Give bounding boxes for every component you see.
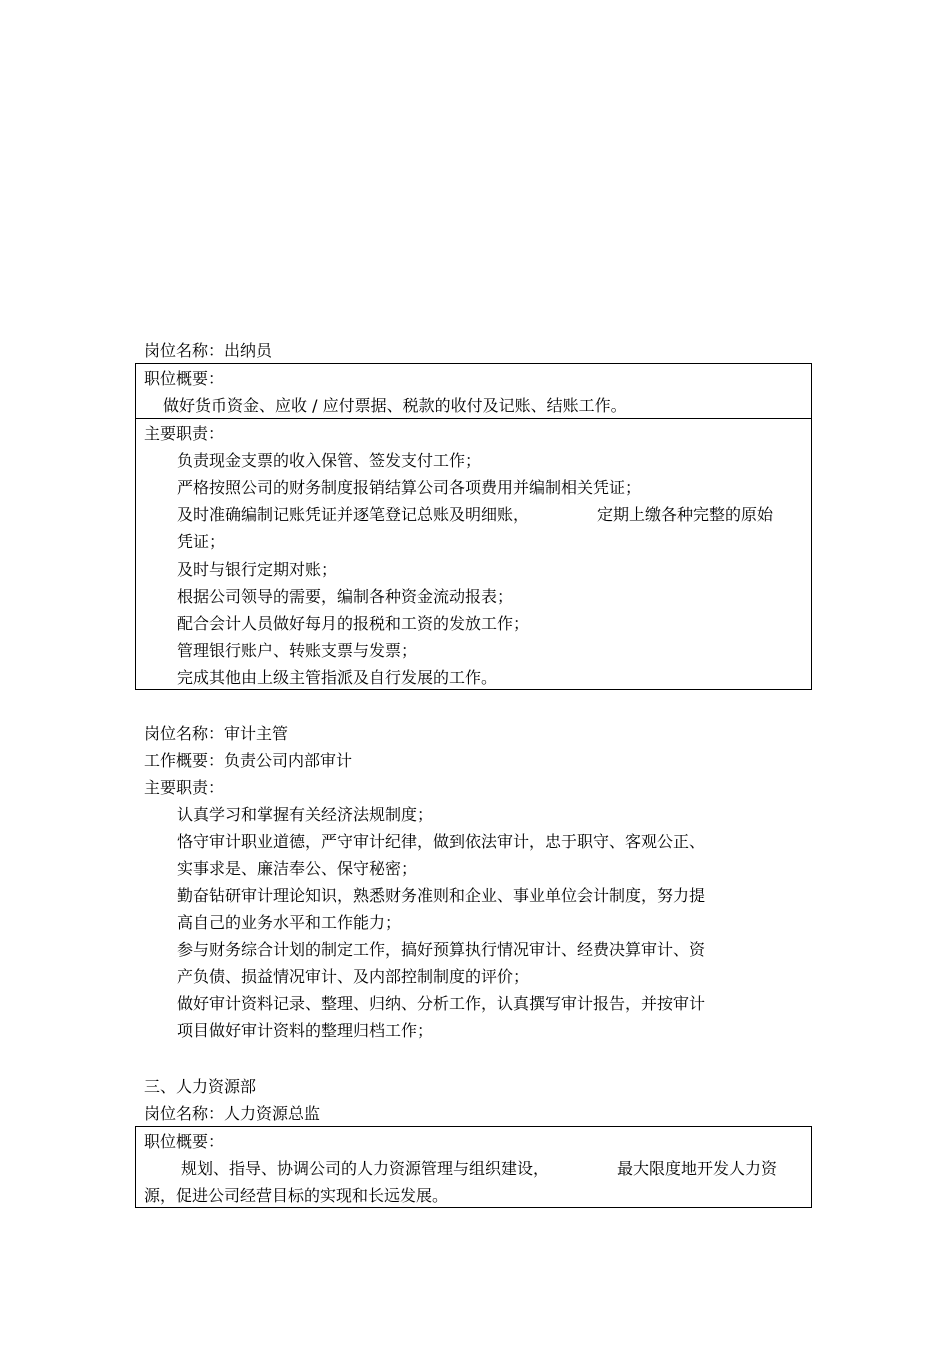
hr-overview-text-3: 源，促进公司经营目标的实现和长远发展。 [144,1186,449,1205]
audit-position-title: 岗位名称：审计主管 [144,724,289,743]
cashier-duty-8: 完成其他由上级主管指派及自行发展的工作。 [177,668,498,687]
cashier-duty-3-cont: 定期上缴各种完整的原始 [597,505,774,524]
audit-duty-2-wrap: 实事求是、廉洁奉公、保守秘密； [177,859,418,878]
cashier-overview-text: 做好货币资金、应收 / 应付票据、税款的收付及记账、结账工作。 [163,396,627,415]
cashier-duty-5: 根据公司领导的需要，编制各种资金流动报表； [177,587,514,606]
cashier-duties-label: 主要职责： [144,424,225,443]
audit-duties-label: 主要职责： [144,778,225,797]
cashier-overview-label: 职位概要： [144,369,225,388]
cashier-duty-6: 配合会计人员做好每月的报税和工资的发放工作； [177,614,530,633]
audit-duty-4: 参与财务综合计划的制定工作，搞好预算执行情况审计、经费决算审计、资 [177,940,706,959]
audit-duty-2: 恪守审计职业道德，严守审计纪律，做到依法审计，忠于职守、客观公正、 [177,832,706,851]
cashier-duty-4: 及时与银行定期对账； [177,560,338,579]
audit-duty-5-wrap: 项目做好审计资料的整理归档工作； [177,1021,434,1040]
hr-position-title: 岗位名称：人力资源总监 [144,1104,321,1123]
hr-overview-text-2: 最大限度地开发人力资 [617,1159,778,1178]
audit-duty-1: 认真学习和掌握有关经济法规制度； [177,805,434,824]
audit-duty-4-wrap: 产负债、损益情况审计、及内部控制制度的评价； [177,967,530,986]
audit-duty-3: 勤奋钻研审计理论知识，熟悉财务准则和企业、事业单位会计制度，努力提 [177,886,706,905]
hr-section-title: 三、人力资源部 [144,1077,257,1096]
audit-duty-3-wrap: 高自己的业务水平和工作能力； [177,913,402,932]
hr-overview-text-1: 规划、指导、协调公司的人力资源管理与组织建设， [181,1159,550,1178]
audit-overview: 工作概要：负责公司内部审计 [144,751,353,770]
cashier-duty-3: 及时准确编制记账凭证并逐笔登记总账及明细账， [177,505,530,524]
hr-overview-label: 职位概要： [144,1132,225,1151]
cashier-duty-7: 管理银行账户、转账支票与发票； [177,641,418,660]
cashier-duty-1: 负责现金支票的收入保管、签发支付工作； [177,451,482,470]
cashier-duty-3-wrap: 凭证； [177,532,226,551]
audit-duty-5: 做好审计资料记录、整理、归纳、分析工作，认真撰写审计报告，并按审计 [177,994,706,1013]
cashier-position-title: 岗位名称：出纳员 [144,341,273,360]
cashier-duty-2: 严格按照公司的财务制度报销结算公司各项费用并编制相关凭证； [177,478,642,497]
